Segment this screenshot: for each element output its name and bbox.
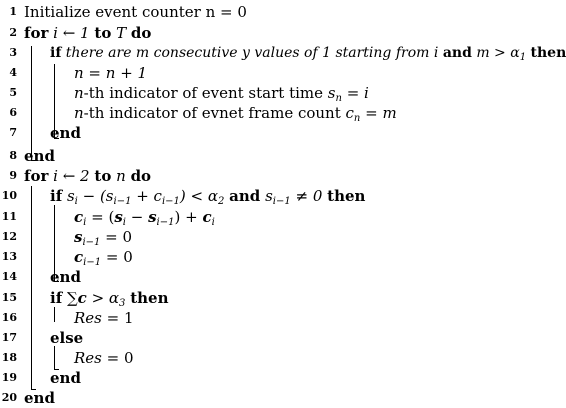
algorithm-line-5 <box>0 83 543 103</box>
keyword-for: for <box>24 24 49 42</box>
line-text <box>24 23 151 43</box>
keyword-do: do <box>130 24 152 42</box>
algorithm-line-18 <box>0 348 543 368</box>
keyword-to: to <box>94 24 112 42</box>
line-number: 19 <box>1 371 17 384</box>
keyword-end: end <box>50 124 81 142</box>
algorithm-line-10 <box>0 186 543 206</box>
line-text: $s_{i-1} = 0$ <box>74 228 133 248</box>
line-number: 8 <box>9 149 17 162</box>
line-number: 4 <box>9 66 17 79</box>
line-text: n-th indicator of event start time $s_n = i$ <box>74 84 369 104</box>
line-number: 7 <box>9 126 17 139</box>
keyword-else: else <box>50 329 84 347</box>
algorithm-line-6 <box>0 103 543 123</box>
line-number: 9 <box>9 169 17 182</box>
keyword-and: and <box>442 45 472 61</box>
line-text: if $\sum c > \alpha_3$ then <box>50 289 169 309</box>
algorithm-line-11 <box>0 207 543 227</box>
line-number: 13 <box>1 250 17 263</box>
line-text: Initialize event counter n = 0 <box>24 3 247 21</box>
algorithm-line-7 <box>0 123 543 143</box>
keyword-end: end <box>50 369 81 387</box>
line-text: for i ← 2 to n do <box>24 167 152 185</box>
line-number: 18 <box>1 351 17 364</box>
loop-range-start: i ← 1 <box>53 24 90 42</box>
algorithm-line-20 <box>0 388 543 408</box>
algorithm-line-14 <box>0 267 543 287</box>
line-number: 16 <box>1 311 17 324</box>
algorithm-line-9 <box>0 166 543 186</box>
algorithm-line-12 <box>0 227 543 247</box>
line-number: 10 <box>1 189 17 202</box>
algorithm-line-17 <box>0 328 543 348</box>
line-text: if $s_i - (s_{i-1} + c_{i-1}) < \alpha_2$ and $s_{i-1} \ne 0$ then <box>50 187 366 207</box>
line-text: Res = 1 <box>74 309 134 327</box>
condition-text: there are m consecutive y values of 1 starting from i <box>65 45 439 61</box>
algorithm-line-1 <box>0 2 543 22</box>
keyword-end: end <box>50 268 81 286</box>
line-text: n-th indicator of evnet frame count $c_n = m$ <box>74 104 397 124</box>
line-text: $c_{i-1} = 0$ <box>74 248 133 268</box>
line-text: n = n + 1 <box>74 64 148 82</box>
line-text: Res = 0 <box>74 349 134 367</box>
keyword-if: if <box>50 45 62 61</box>
algorithm-line-19 <box>0 368 543 388</box>
line-number: 6 <box>9 106 17 119</box>
keyword-then: then <box>530 45 566 61</box>
algorithm-line-2 <box>0 23 543 43</box>
line-number: 17 <box>1 331 17 344</box>
line-number: 5 <box>9 86 17 99</box>
keyword-end: end <box>24 389 55 407</box>
line-number: 15 <box>1 291 17 304</box>
line-number: 12 <box>1 230 17 243</box>
algorithm-line-8 <box>0 146 543 166</box>
line-text: $c_i = (s_i - s_{i-1}) + c_i$ <box>74 208 215 228</box>
line-number: 20 <box>1 391 17 404</box>
condition-expr: $m > \alpha_1$ <box>476 45 527 63</box>
line-number: 14 <box>1 270 17 283</box>
line-text <box>50 43 566 63</box>
algorithm-line-15 <box>0 288 543 308</box>
algorithm-line-13 <box>0 247 543 267</box>
algorithm-line-3 <box>0 43 566 63</box>
keyword-end: end <box>24 147 55 165</box>
algorithm-line-4 <box>0 63 543 83</box>
line-number: 2 <box>9 26 17 39</box>
loop-range-end: T <box>116 24 127 42</box>
algorithm-line-16 <box>0 308 543 328</box>
line-number: 1 <box>9 5 17 18</box>
line-number: 3 <box>9 46 17 59</box>
line-number: 11 <box>1 210 17 223</box>
